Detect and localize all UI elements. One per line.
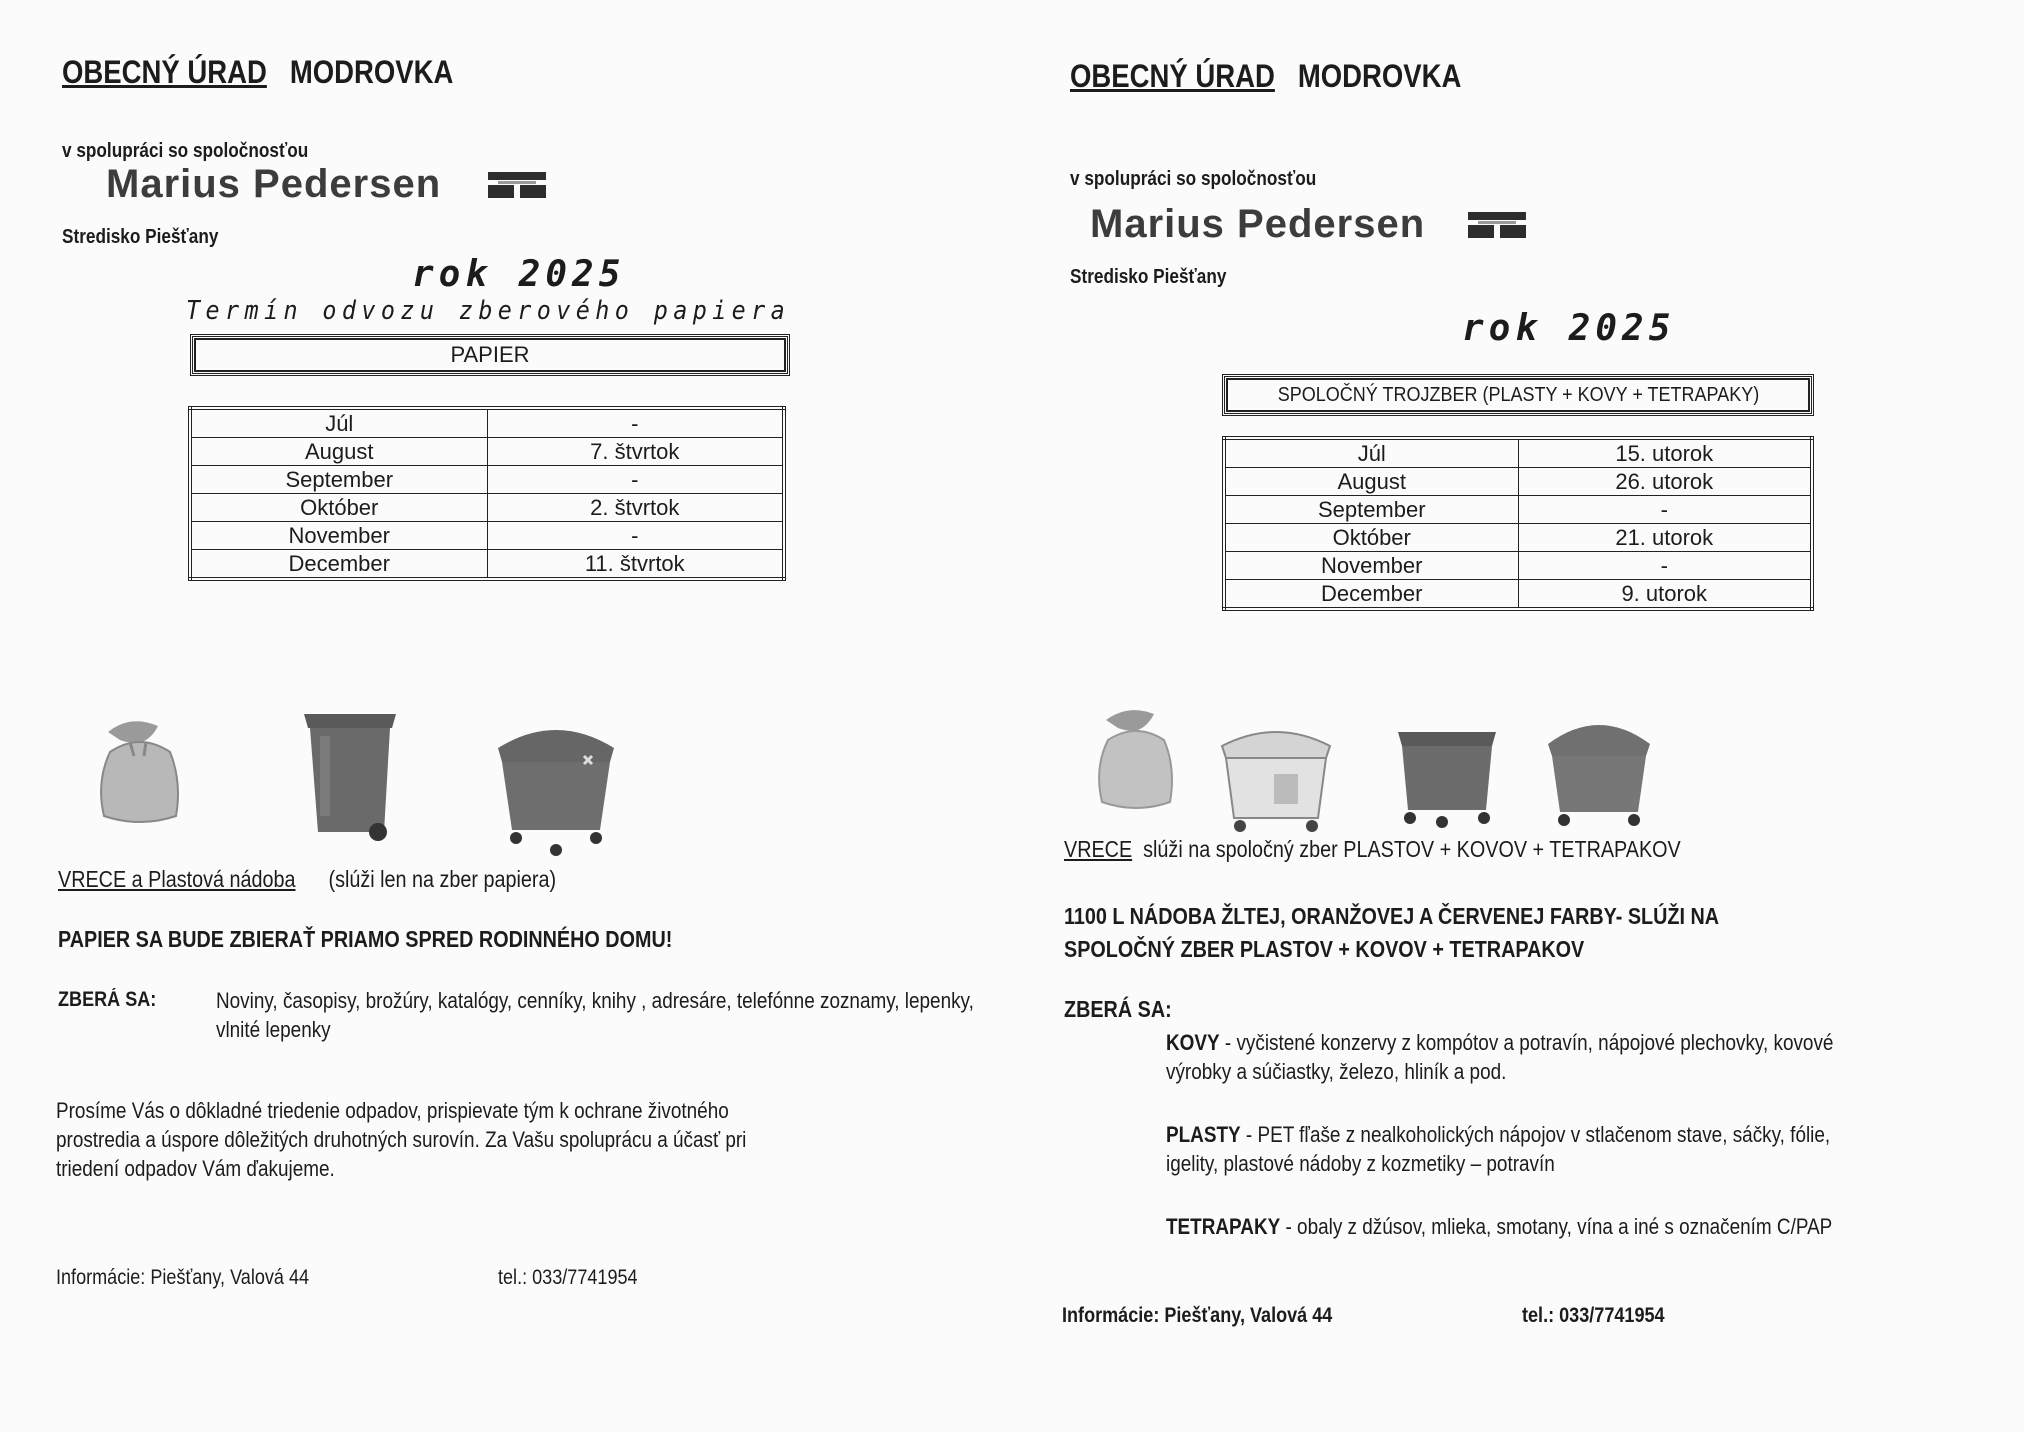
date-cell: 15. utorok <box>1518 438 1812 468</box>
thanks-paragraph: Prosíme Vás o dôkladné triedenie odpadov, prispievate tým k ochrane životného prostredia a úspore dôležitých druhotných surovín. Za Vašu spoluprácu a účasť pri triedení odpadov Vám ďakujeme. <box>56 1098 747 1181</box>
month-cell: September <box>190 466 487 494</box>
center-name: Stredisko Piešťany <box>1070 266 1227 288</box>
item-name: TETRAPAKY <box>1166 1214 1281 1239</box>
month-cell: August <box>190 438 487 466</box>
month-cell: December <box>190 550 487 580</box>
table-row <box>190 550 784 580</box>
schedule-table <box>1222 436 1814 611</box>
info-phone: tel.: 033/7741954 <box>498 1266 638 1289</box>
table-row <box>190 438 784 466</box>
plastic-bin-120l-icon <box>300 710 400 845</box>
date-cell: - <box>1518 496 1812 524</box>
table-row <box>1224 496 1812 524</box>
item-name: PLASTY <box>1166 1122 1241 1147</box>
year-label: rok 2025 <box>1462 308 1676 349</box>
month-cell: Júl <box>190 408 487 438</box>
company-name: Marius Pedersen <box>1090 202 1426 246</box>
schedule-box-title: PAPIER <box>190 334 790 376</box>
container-label: VRECE a Plastová nádoba <box>58 866 296 892</box>
table-row <box>190 408 784 438</box>
schedule-subtitle: Termín odvozu zberového papiera <box>186 296 791 326</box>
village-name: MODROVKA <box>289 54 454 90</box>
info-address: Informácie: Piešťany, Valová 44 <box>56 1266 310 1289</box>
date-cell: 11. štvrtok <box>487 550 784 580</box>
date-cell: - <box>487 408 784 438</box>
date-cell: 2. štvrtok <box>487 494 784 522</box>
collects-text: Noviny, časopisy, brožúry, katalógy, cenníky, knihy , adresáre, telefónne zoznamy, lepenky, vlnité lepenky <box>216 988 974 1042</box>
plastic-container-1100l-icon <box>488 718 624 858</box>
garbage-bag-icon <box>1088 702 1184 818</box>
date-cell: 9. utorok <box>1518 580 1812 610</box>
month-cell: September <box>1224 496 1518 524</box>
cooperation-text: v spolupráci so spoločnosťou <box>1070 168 1317 190</box>
date-cell: - <box>487 522 784 550</box>
office-name: OBECNÝ ÚRAD <box>62 54 267 90</box>
company-name: Marius Pedersen <box>106 162 442 206</box>
container-note: slúži na spoločný zber PLASTOV + KOVOV + TETRAPAKOV <box>1143 836 1681 862</box>
company-logo <box>1468 212 1526 238</box>
table-row <box>1224 552 1812 580</box>
item-metals <box>1166 1028 1866 1086</box>
office-heading <box>62 54 517 91</box>
container-notice: 1100 L NÁDOBA ŽLTEJ, ORANŽOVEJ A ČERVENEJ FARBY- SLÚŽI NA SPOLOČNÝ ZBER PLASTOV + KOVOV + TETRAPAKOV <box>1064 903 1719 962</box>
month-cell: November <box>190 522 487 550</box>
office-heading <box>1070 58 1525 95</box>
item-name: KOVY <box>1166 1030 1220 1055</box>
table-row <box>1224 438 1812 468</box>
year-label: rok 2025 <box>412 254 626 295</box>
month-cell: November <box>1224 552 1518 580</box>
item-text: - vyčistené konzervy z kompótov a potravín, nápojové plechovky, kovové výrobky a súčiastky, železo, hliník a pod. <box>1166 1030 1834 1084</box>
company-logo <box>488 172 546 198</box>
collects-label: ZBERÁ SA: <box>1064 996 1172 1022</box>
table-row <box>190 522 784 550</box>
office-name: OBECNÝ ÚRAD <box>1070 58 1275 94</box>
container-line <box>1064 836 1781 863</box>
schedule-table <box>188 406 786 581</box>
item-text: - PET fľaše z nealkoholických nápojov v stlačenom stave, sáčky, fólie, igelity, plastové nádoby z kozmetiky – potravín <box>1166 1122 1831 1176</box>
table-row <box>1224 468 1812 496</box>
info-phone: tel.: 033/7741954 <box>1522 1304 1665 1327</box>
month-cell: Október <box>1224 524 1518 552</box>
cooperation-text: v spolupráci so spoločnosťou <box>62 140 309 162</box>
collection-notice: PAPIER SA BUDE ZBIERAŤ PRIAMO SPRED RODINNÉHO DOMU! <box>58 926 673 952</box>
collects-label: ZBERÁ SA: <box>58 988 157 1011</box>
center-name: Stredisko Piešťany <box>62 226 219 248</box>
container-note: (slúži len na zber papiera) <box>328 866 557 892</box>
month-cell: Október <box>190 494 487 522</box>
red-container-1100l-icon <box>1540 714 1658 834</box>
table-row <box>190 466 784 494</box>
month-cell: December <box>1224 580 1518 610</box>
date-cell: - <box>487 466 784 494</box>
date-cell: - <box>1518 552 1812 580</box>
village-name: MODROVKA <box>1297 58 1462 94</box>
date-cell: 21. utorok <box>1518 524 1812 552</box>
item-plastics <box>1166 1120 1866 1178</box>
yellow-container-1100l-icon <box>1216 722 1336 834</box>
month-cell: Júl <box>1224 438 1518 468</box>
info-address: Informácie: Piešťany, Valová 44 <box>1062 1304 1333 1327</box>
date-cell: 7. štvrtok <box>487 438 784 466</box>
orange-container-1100l-icon <box>1392 718 1502 830</box>
right-flyer <box>1040 0 2024 1432</box>
month-cell: August <box>1224 468 1518 496</box>
item-text: - obaly z džúsov, mlieka, smotany, vína a iné s označením C/PAP <box>1280 1214 1833 1239</box>
table-row <box>1224 580 1812 610</box>
schedule-box-title: SPOLOČNÝ TROJZBER (PLASTY + KOVY + TETRAPAKY) <box>1222 374 1814 416</box>
container-label: VRECE <box>1064 836 1133 862</box>
table-row <box>1224 524 1812 552</box>
container-line <box>58 866 637 893</box>
date-cell: 26. utorok <box>1518 468 1812 496</box>
garbage-bag-icon <box>90 712 190 832</box>
table-row <box>190 494 784 522</box>
item-tetrapaks <box>1166 1212 1866 1241</box>
